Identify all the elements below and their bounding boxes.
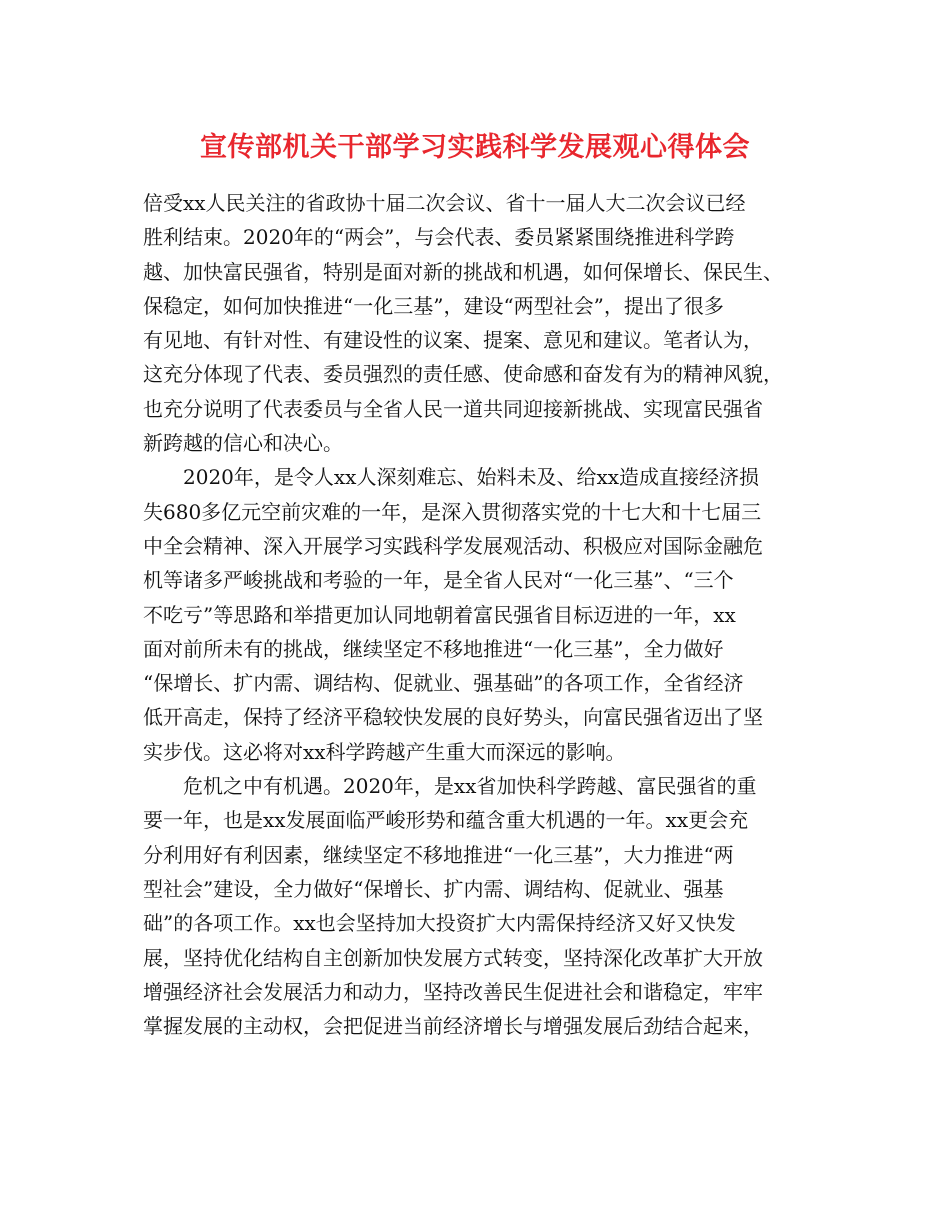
- text-line: 也充分说明了代表委员与全省人民一道共同迎接新挑战、实现富民强省: [143, 396, 763, 421]
- text-line: 增强经济社会发展活力和动力，坚持改善民生促进社会和谐稳定，牢牢: [143, 979, 763, 1004]
- text-line: 失680多亿元空前灾难的一年，是深入贯彻落实党的十七大和十七届三: [143, 499, 762, 524]
- text-line: 倍受xx人民关注的省政协十届二次会议、省十一届人大二次会议已经: [143, 191, 746, 215]
- text-line: 保稳定，如何加快推进“一化三基”，建设“两型社会”，提出了很多: [143, 293, 724, 318]
- text-line: 型社会”建设，全力做好“保增长、扩内需、调结构、促就业、强基: [143, 876, 724, 901]
- text-line: 新跨越的信心和决心。: [143, 431, 343, 456]
- text-line: 分利用好有利因素，继续坚定不移地推进“一化三基”，大力推进“两: [143, 842, 734, 867]
- paragraph-start-line: 2020年，是令人xx人深刻难忘、始料未及、给xx造成直接经济损: [183, 465, 760, 490]
- text-line: 越、加快富民强省，特别是面对新的挑战和机遇，如何保增长、保民生、: [143, 259, 783, 284]
- document-body: [143, 186, 813, 1043]
- text-line: 不吃亏”等思路和举措更加认同地朝着富民强省目标迈进的一年，xx: [143, 602, 736, 627]
- text-line: 胜利结束。2020年的“两会”，与会代表、委员紧紧围绕推进科学跨: [143, 225, 735, 250]
- text-line: 低开高走，保持了经济平稳较快发展的良好势头，向富民强省迈出了坚: [143, 705, 763, 730]
- text-line: 面对前所未有的挑战，继续坚定不移地推进“一化三基”，全力做好: [143, 636, 724, 661]
- text-line: 实步伐。这必将对xx科学跨越产生重大而深远的影响。: [143, 739, 626, 764]
- text-line: 有见地、有针对性、有建设性的议案、提案、意见和建议。笔者认为，: [143, 328, 763, 353]
- text-line: 掌握发展的主动权，会把促进当前经济增长与增强发展后劲结合起来，: [143, 1014, 763, 1039]
- document-title: 宣传部机关干部学习实践科学发展观心得体会: [200, 132, 750, 163]
- text-line: 要一年，也是xx发展面临严峻形势和蕴含重大机遇的一年。xx更会充: [143, 808, 749, 833]
- text-line: 展，坚持优化结构自主创新加快发展方式转变，坚持深化改革扩大开放: [143, 945, 763, 970]
- text-line: “保增长、扩内需、调结构、促就业、强基础”的各项工作，全省经济: [143, 671, 744, 696]
- text-line: 础”的各项工作。xx也会坚持加大投资扩大内需保持经济又好又快发: [143, 911, 736, 936]
- text-line: 机等诸多严峻挑战和考验的一年，是全省人民对“一化三基”、“三个: [143, 568, 734, 593]
- text-line: 中全会精神、深入开展学习实践科学发展观活动、积极应对国际金融危: [143, 533, 763, 558]
- text-line: 这充分体现了代表、委员强烈的责任感、使命感和奋发有为的精神风貌，: [143, 362, 783, 387]
- paragraph-start-line: 危机之中有机遇。2020年，是xx省加快科学跨越、富民强省的重: [183, 774, 757, 799]
